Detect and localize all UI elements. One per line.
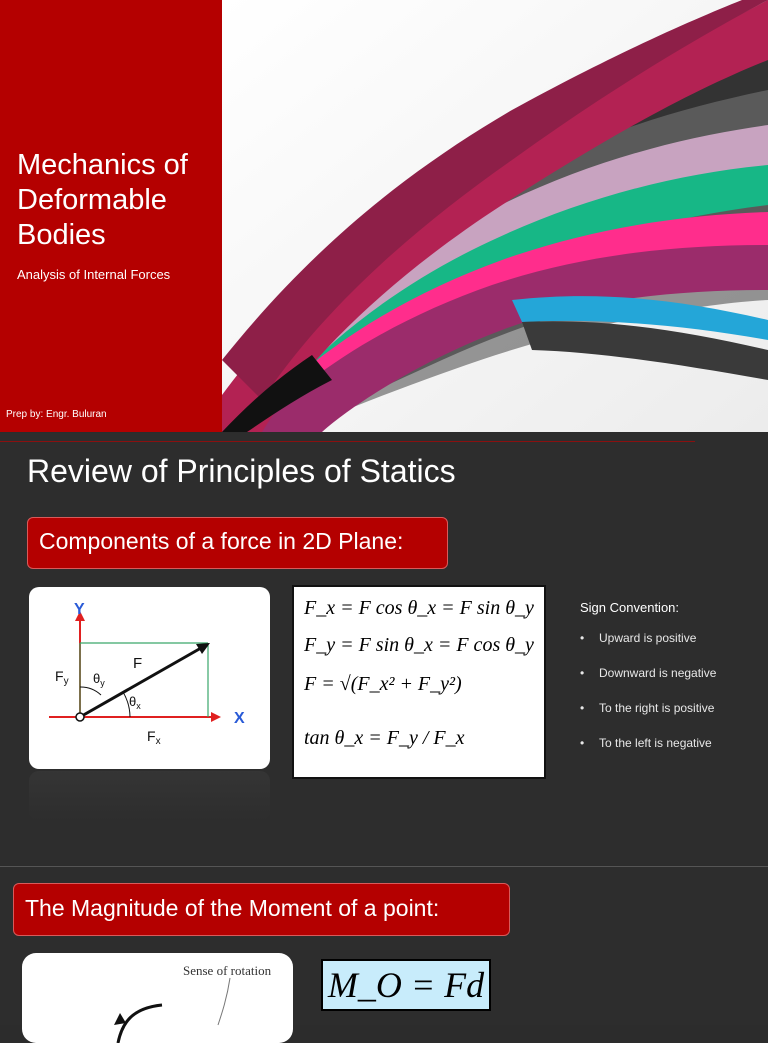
theta-y-subscript: y: [100, 678, 105, 688]
moment-slide: [0, 866, 768, 1025]
theta-y-label: θ: [93, 671, 101, 686]
slide-title: Mechanics of Deformable Bodies: [17, 149, 188, 251]
bullet-icon: •: [580, 701, 585, 715]
list-item: [580, 736, 716, 771]
formula-magnitude: F = √(F_x² + F_y²): [304, 673, 462, 695]
force-components-diagram: [29, 587, 270, 769]
theta-x-subscript: x: [136, 701, 141, 711]
sign-convention-list: [580, 631, 716, 771]
divider: [0, 441, 695, 442]
slide-heading: Review of Principles of Statics: [27, 453, 456, 489]
force-formulas: [292, 585, 546, 779]
svg-text:θy: [93, 671, 105, 688]
section-label-box: The Magnitude of the Moment of a point:: [13, 883, 510, 936]
formula-fx: F_x = F cos θ_x = F sin θ_y: [304, 597, 534, 619]
slide-subtitle: Analysis of Internal Forces: [17, 267, 171, 282]
list-item: [580, 666, 716, 701]
bullet-icon: •: [580, 666, 585, 680]
x-axis-label: X: [234, 710, 245, 727]
fx-subscript: x: [155, 736, 161, 747]
list-item-text: Downward is negative: [599, 666, 717, 680]
fx-label: F: [147, 728, 156, 744]
list-item-text: To the left is negative: [599, 736, 712, 750]
list-item: [580, 631, 716, 666]
title-panel: [0, 0, 222, 432]
svg-text:Fy: [55, 668, 69, 687]
section-label-box: Components of a force in 2D Plane:: [27, 517, 448, 569]
list-item: [580, 701, 716, 736]
title-slide: [0, 0, 768, 432]
fy-subscript: y: [63, 676, 69, 687]
sign-convention-title: Sign Convention:: [580, 600, 680, 615]
fy-label: F: [55, 668, 64, 684]
diagram-reflection: [29, 771, 270, 821]
svg-text:θx: [129, 694, 141, 711]
y-axis-label: Y: [74, 601, 85, 618]
formula-tangent: tan θ_x = F_y / F_x: [304, 727, 465, 749]
statics-review-slide: [0, 433, 768, 865]
svg-text:Fx: [147, 728, 161, 747]
formula-fy: F_y = F sin θ_x = F cos θ_y: [304, 634, 534, 656]
ribbon-image: [222, 0, 768, 432]
author-credit: Prep by: Engr. Buluran: [6, 409, 107, 420]
bullet-icon: •: [580, 631, 585, 645]
sense-of-rotation-label: Sense of rotation: [183, 963, 272, 978]
moment-diagram: [22, 953, 293, 1043]
theta-x-label: θ: [129, 694, 137, 709]
bullet-icon: •: [580, 736, 585, 750]
moment-formula: M_O = Fd: [321, 959, 491, 1011]
list-item-text: To the right is positive: [599, 701, 715, 715]
list-item-text: Upward is positive: [599, 631, 697, 645]
force-label: F: [133, 655, 143, 672]
